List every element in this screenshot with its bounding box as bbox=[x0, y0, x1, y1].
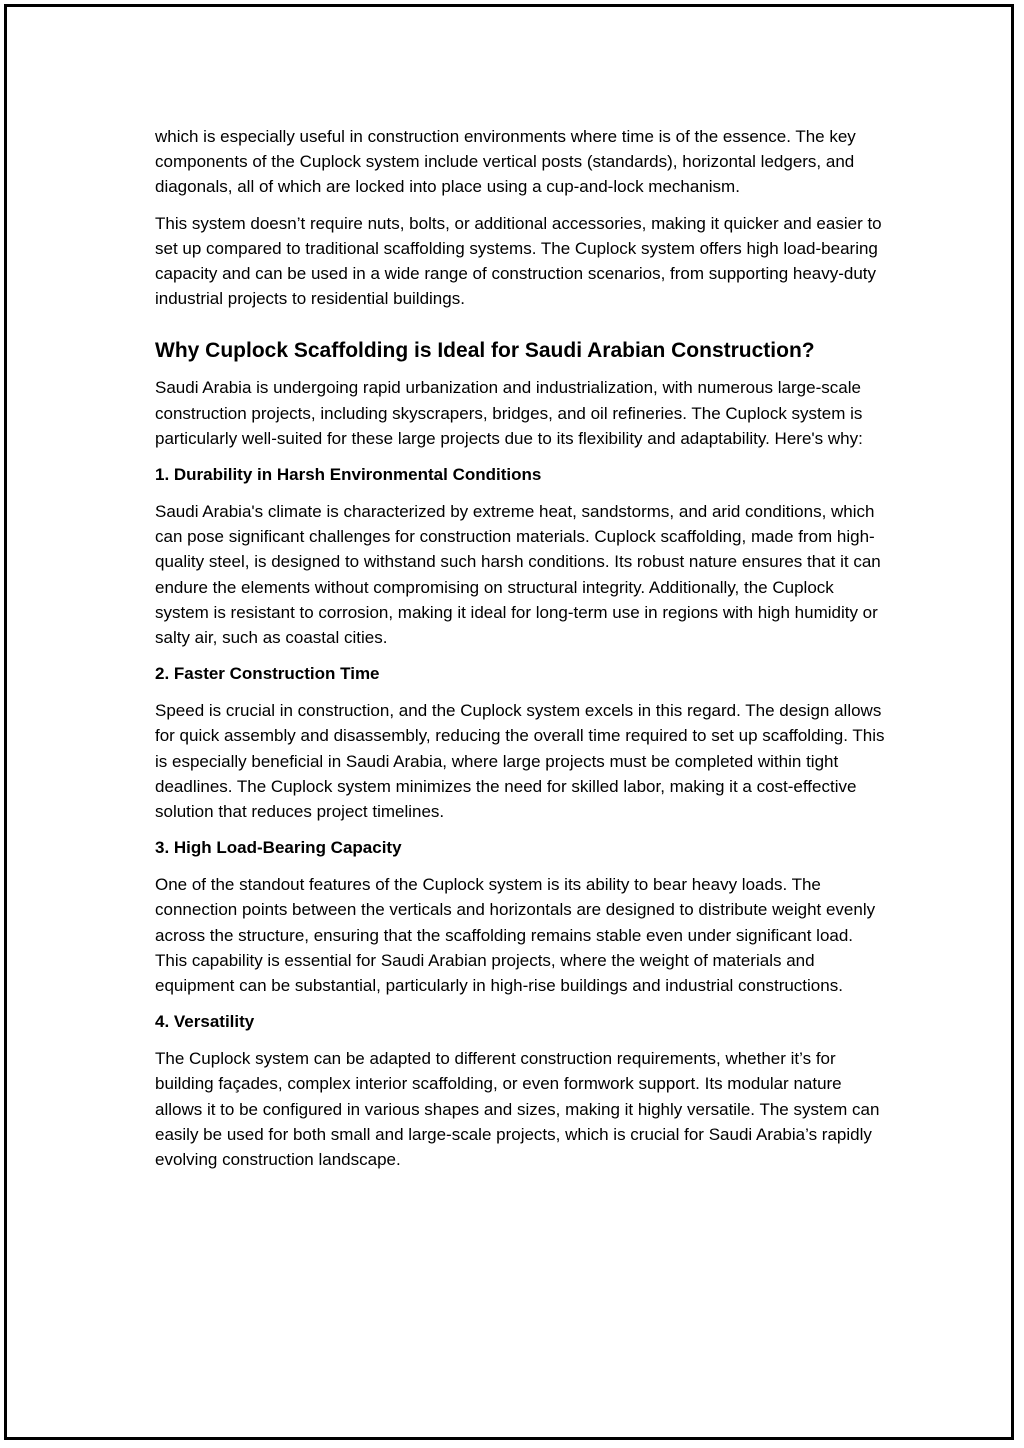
subsection-body-faster-construction: Speed is crucial in construction, and the Cuplock system excels in this regard. The design allows for quick assembly and disassembly, reducing the overall time required to set up scaffolding. This is especially beneficial in Saudi Arabia, where large projects must be completed within tight deadlines. The Cuplock system minimizes the need for skilled labor, making it a cost-effective solution that reduces project timelines. bbox=[155, 701, 885, 822]
subsection-heading-faster-construction: 2. Faster Construction Time bbox=[155, 664, 380, 684]
subsection-heading-durability: 1. Durability in Harsh Environmental Conditions bbox=[155, 465, 542, 485]
subsection-heading-versatility: 4. Versatility bbox=[155, 1012, 255, 1032]
intro-paragraph-2: This system doesn’t require nuts, bolts, or additional accessories, making it quicker and easier to set up compared to traditional scaffolding systems. The Cuplock system offers high load-bearing capacity and can be used in a wide range of construction scenarios, from supporting heavy-duty industrial projects to residential buildings. bbox=[155, 213, 882, 309]
subsection-heading-load-bearing: 3. High Load-Bearing Capacity bbox=[155, 838, 402, 858]
section-intro-paragraph: Saudi Arabia is undergoing rapid urbanization and industrialization, with numerous large-scale construction projects, including skyscrapers, bridges, and oil refineries. The Cuplock system is particularly well-suited for these large projects due to its flexibility and adaptability. Here's why: bbox=[155, 378, 863, 448]
subsection-body-durability: Saudi Arabia's climate is characterized by extreme heat, sandstorms, and arid conditions, which can pose significant challenges for construction materials. Cuplock scaffolding, made from high-quality steel, is designed to withstand such harsh conditions. Its robust nature ensures that it can endure the elements without compromising on structural integrity. Additionally, the Cuplock system is resistant to corrosion, making it ideal for long-term use in regions with high humidity or salty air, such as coastal cities. bbox=[155, 502, 881, 648]
subsection-body-load-bearing: One of the standout features of the Cuplock system is its ability to bear heavy loads. The connection points between the verticals and horizontals are designed to distribute weight evenly across the structure, ensuring that the scaffolding remains stable even under significant load. This capability is essential for Saudi Arabian projects, where the weight of materials and equipment can be substantial, particularly in high-rise buildings and industrial constructions. bbox=[155, 875, 876, 996]
section-heading: Why Cuplock Scaffolding is Ideal for Saudi Arabian Construction? bbox=[155, 339, 815, 363]
document-body bbox=[155, 124, 885, 1183]
subsection-body-versatility: The Cuplock system can be adapted to different construction requirements, whether it’s for building façades, complex interior scaffolding, or even formwork support. Its modular nature allows it to be configured in various shapes and sizes, making it highly versatile. The system can easily be used for both small and large-scale projects, which is crucial for Saudi Arabia’s rapidly evolving construction landscape. bbox=[155, 1049, 880, 1170]
intro-paragraph-1: which is especially useful in construction environments where time is of the essence. The key components of the Cuplock system include vertical posts (standards), horizontal ledgers, and diagonals, all of which are locked into place using a cup-and-lock mechanism. bbox=[155, 127, 856, 197]
